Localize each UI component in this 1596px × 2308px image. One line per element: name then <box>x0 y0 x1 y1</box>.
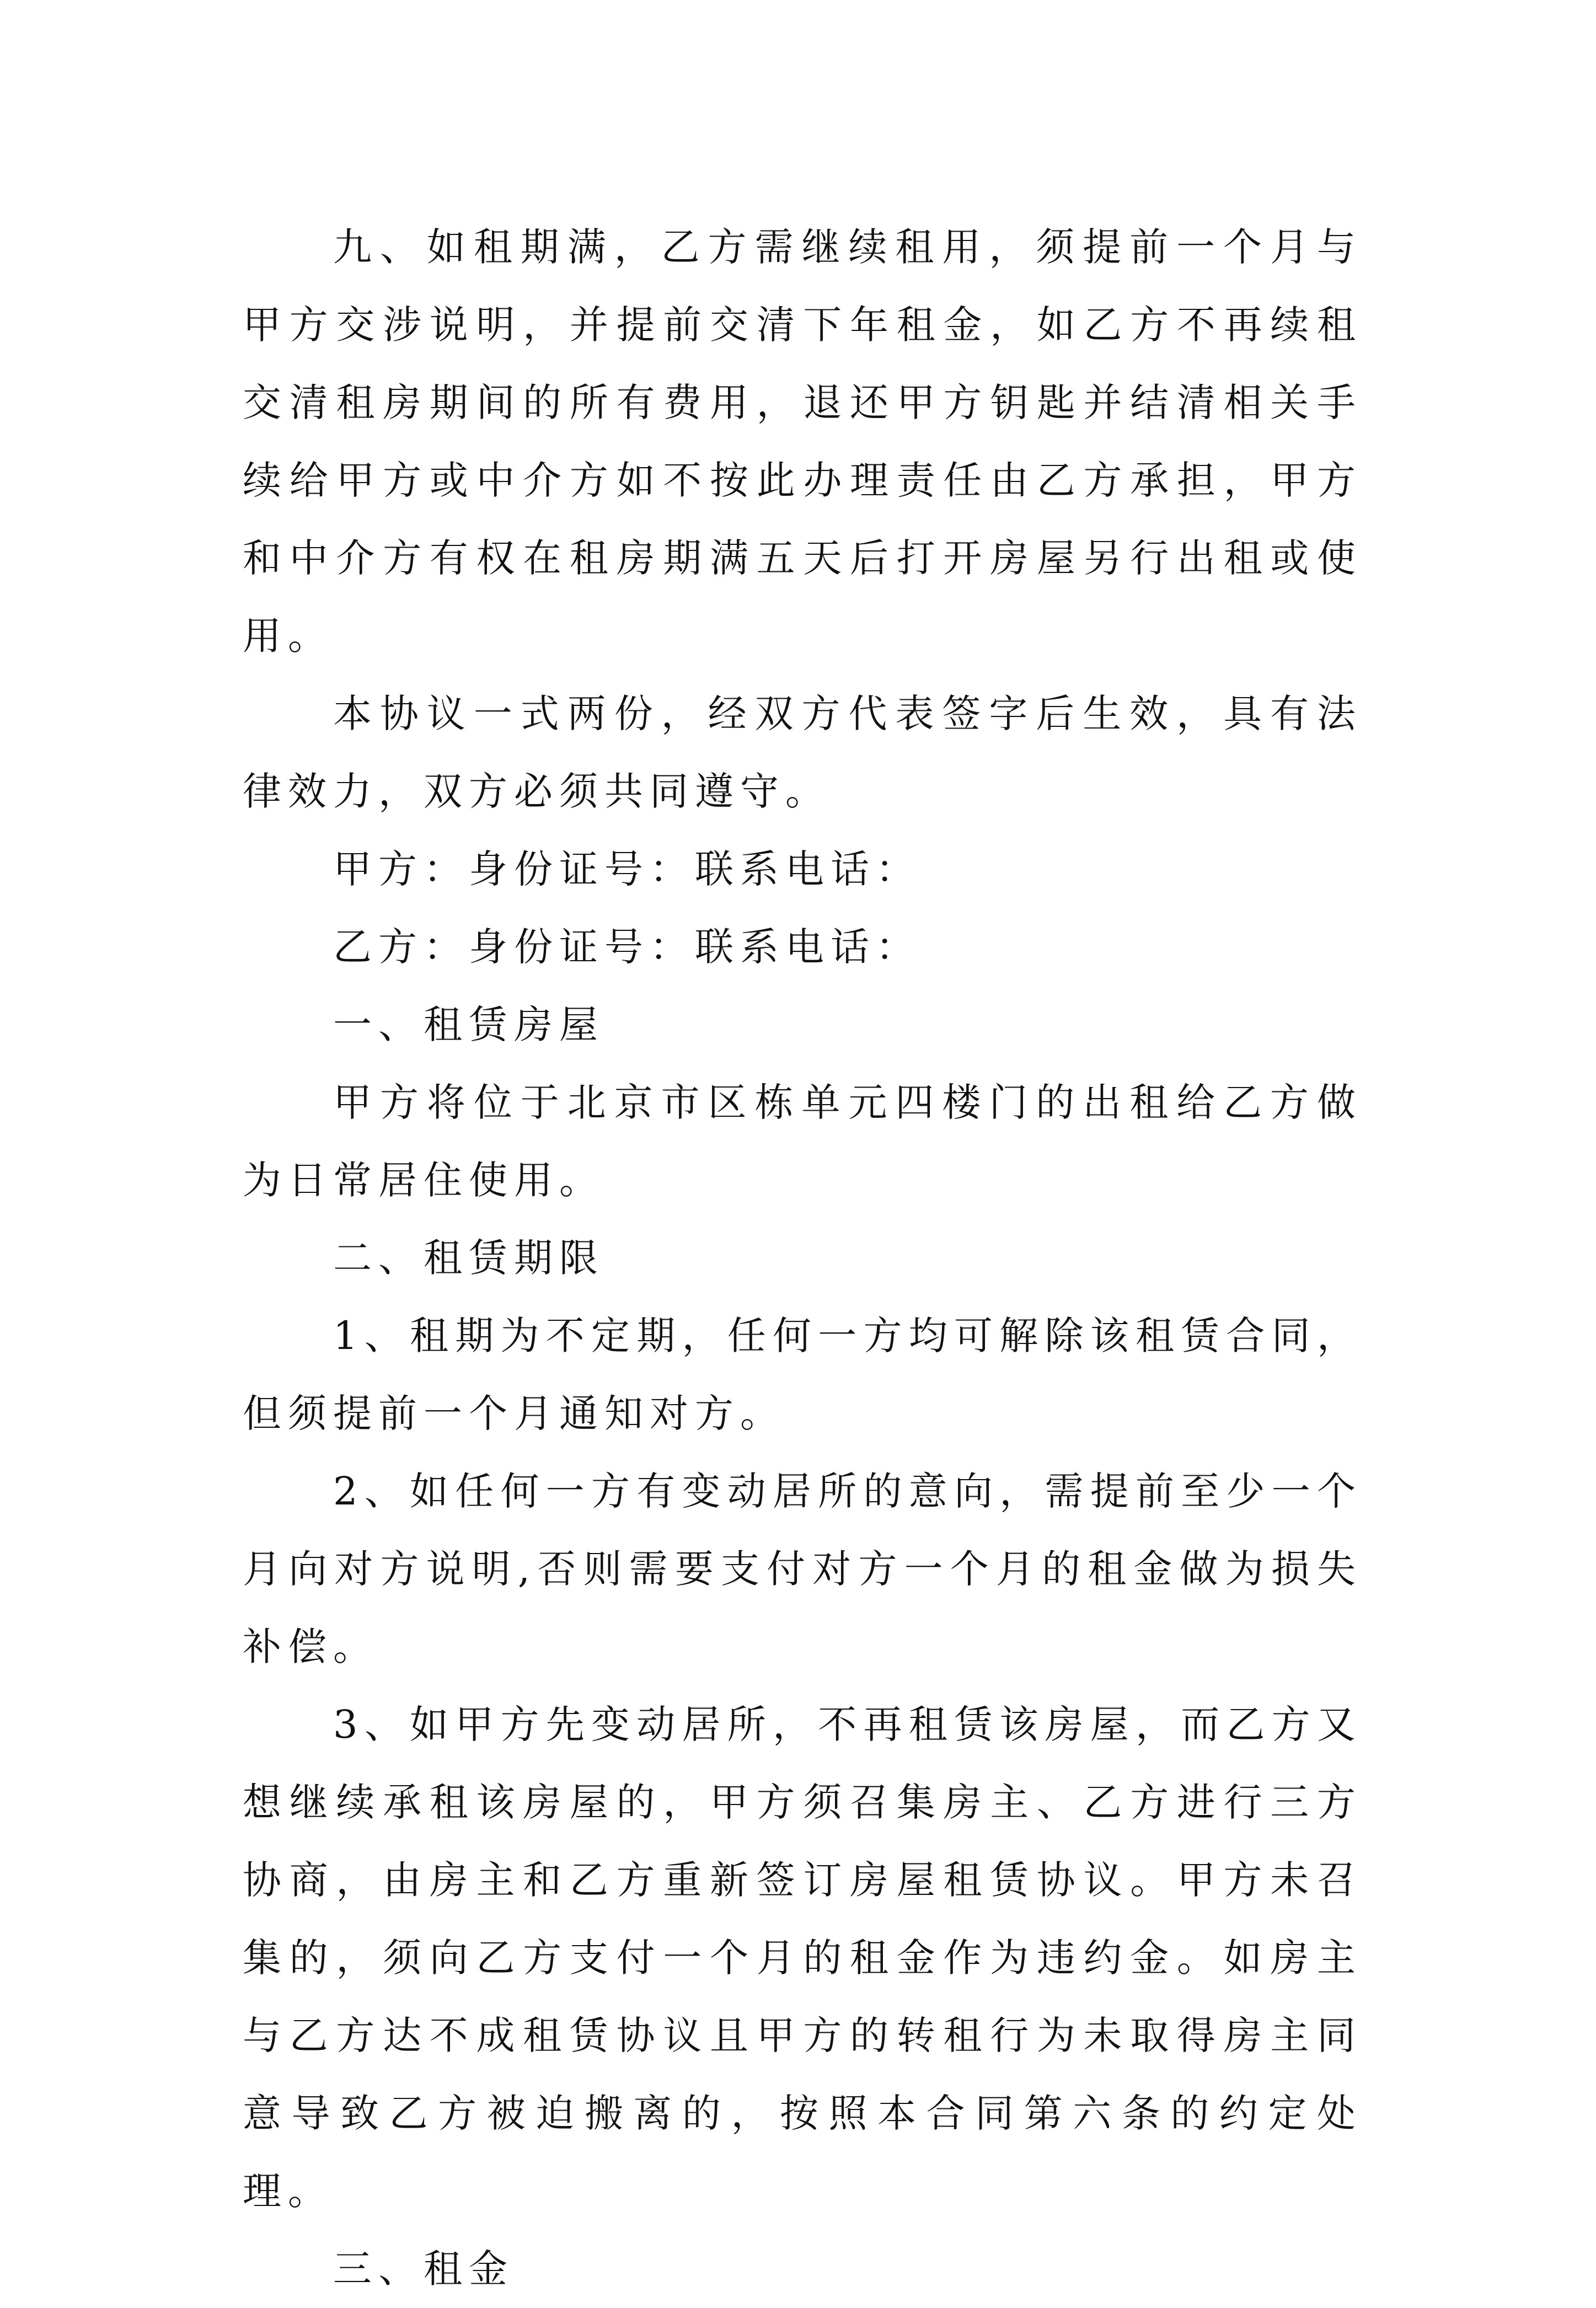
lease-term-item-2: 2、如任何一方有变动居所的意向，需提前至少一个月向对方说明,否则需要支付对方一个月的租金做为损失补偿。 <box>243 1469 1362 1669</box>
section-heading-rent: 三、租金 <box>333 2246 514 2291</box>
lease-term-item-3: 3、如甲方先变动居所，不再租赁该房屋，而乙方又想继续承租该房屋的，甲方须召集房主、乙方进行三方协商，由房主和乙方重新签订房屋租赁协议。甲方未召集的，须向乙方支付一个月的租金作为违约金。如房主与乙方达不成租赁协议且甲方的转租行为未取得房主同意导致乙方被迫搬离的，按照本合同第六条的约定处理。 <box>243 1702 1362 2214</box>
lease-term-item-1: 1、租期为不定期，任何一方均可解除该租赁合同，但须提前一个月通知对方。 <box>243 1313 1362 1436</box>
document-body <box>243 208 1362 2308</box>
agreement-validity: 本协议一式两份，经双方代表签字后生效，具有法律效力，双方必须共同遵守。 <box>243 691 1362 814</box>
party-b-info: 乙方：身份证号：联系电话： <box>333 924 921 970</box>
lease-property-text: 甲方将位于北京市区栋单元四楼门的出租给乙方做为日常居住使用。 <box>243 1080 1362 1203</box>
clause-nine: 九、如租期满，乙方需继续租用，须提前一个月与甲方交涉说明，并提前交清下年租金，如乙方不再续租交清租房期间的所有费用，退还甲方钥匙并结清相关手续给甲方或中介方如不按此办理责任由乙方承担，甲方和中介方有权在租房期满五天后打开房屋另行出租或使用。 <box>243 224 1362 658</box>
section-heading-lease-property: 一、租赁房屋 <box>333 1002 604 1047</box>
section-heading-lease-term: 二、租赁期限 <box>333 1235 604 1281</box>
party-a-info: 甲方：身份证号：联系电话： <box>333 847 921 892</box>
